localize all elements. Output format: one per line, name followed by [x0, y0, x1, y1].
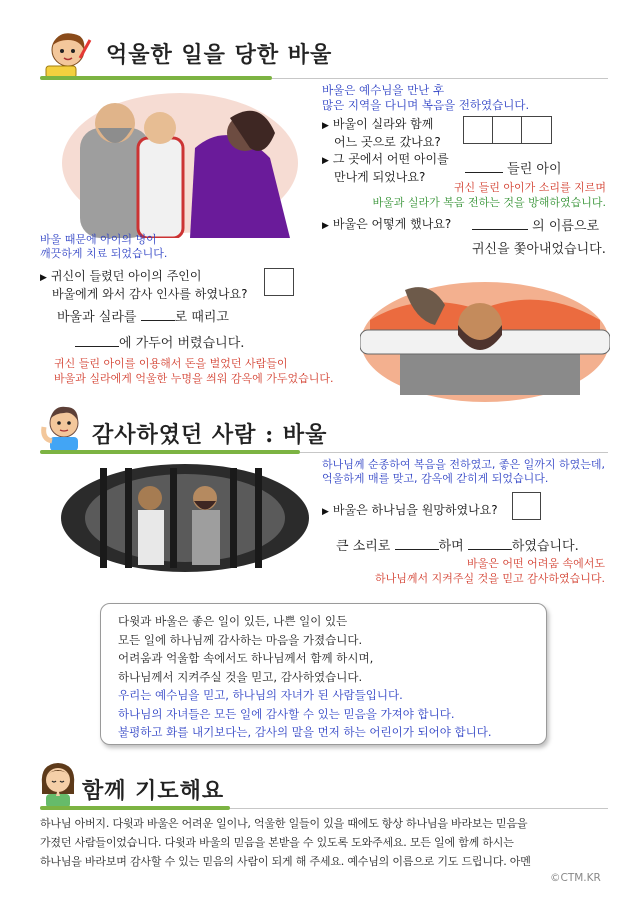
- section2-intro: [322, 458, 605, 486]
- q1-line-1: 바울이 실라와 함께: [332, 117, 434, 131]
- paul-and-silas-in-prison-illustration: [60, 463, 310, 573]
- section2-intro-line-2: 억울하게 매를 맞고, 감옥에 갇히게 되었습니다.: [322, 472, 549, 485]
- section2-blank-2[interactable]: [468, 537, 512, 550]
- q4-answer-line1: [57, 306, 229, 325]
- prayer-line-3: 하나님을 바라보며 감사할 수 있는 믿음의 사람이 되게 해 주세요. 예수님의 이름으로 기도 드립니다. 아멘: [40, 855, 531, 868]
- prayer-line-2: 가졌던 사람들이었습니다. 다윗과 바울의 믿음을 본받을 수 있도록 도와주세요. 모든 일에 함께 하시는: [40, 836, 514, 849]
- answer-box-1a[interactable]: [463, 116, 494, 144]
- section3-underline: [40, 806, 230, 810]
- q4-answer-c: 에 가두어 버렸습니다.: [119, 336, 245, 351]
- section2-answer: [336, 535, 579, 554]
- section2-answer-c: 하였습니다.: [511, 539, 579, 554]
- summary-line-7: 불평하고 화를 내기보다는, 감사의 말을 먼저 하는 어린이가 되어야 합니다.: [118, 725, 492, 739]
- section1-title: 억울한 일을 당한 바울: [106, 42, 333, 68]
- section1-underline: [40, 76, 272, 80]
- q2-blank[interactable]: [465, 160, 503, 173]
- section3-title: 함께 기도해요: [82, 778, 225, 804]
- section2-answer-a: 큰 소리로: [336, 539, 391, 554]
- section2-blank-1[interactable]: [395, 537, 439, 550]
- question-4: ▶ 귀신이 들렸던 아이의 주인이 바울에게 와서 감사 인사를 하였나요?: [40, 269, 248, 301]
- section2-question-text: 바울은 하나님을 원망하였나요?: [332, 503, 498, 517]
- q2-answer-suffix: 들린 아이: [507, 162, 562, 177]
- q4-hint: [54, 356, 334, 386]
- q2-hint: [320, 180, 606, 210]
- section2-title: 감사하였던 사람 : 바울: [92, 422, 328, 448]
- answer-box-1c[interactable]: [521, 116, 552, 144]
- question-3: ▶ 바울은 어떻게 했나요?: [322, 217, 452, 231]
- q2-answer: [465, 158, 562, 177]
- section2-underline: [40, 450, 300, 454]
- copyright: ©CTM.KR: [550, 872, 601, 884]
- summary-line-3: 어려움과 억울함 속에서도 하나님께서 함께 하시며,: [118, 651, 374, 665]
- thinking-child-icon: [40, 403, 88, 451]
- q3-answer: [472, 215, 599, 234]
- summary-line-1: 다윗과 바울은 좋은 일이 있든, 나쁜 일이 있든: [118, 614, 348, 628]
- intro-line-1: 바울은 예수님을 만난 후: [322, 83, 445, 97]
- section2-hint-line-1: 바울은 어떤 어려움 속에서도: [466, 557, 605, 570]
- prayer-text: [40, 814, 612, 871]
- section3-divider: [230, 808, 608, 809]
- q2-hint-line-1: 귀신 들린 아이가 소리를 지르며: [453, 181, 606, 194]
- healed-line-2: 깨끗하게 치료 되었습니다.: [40, 247, 168, 260]
- paul-in-stocks-illustration: [360, 280, 610, 405]
- q4-line-2: 바울에게 와서 감사 인사를 하였나요?: [52, 287, 248, 301]
- section1-divider: [272, 78, 608, 79]
- q4-hint-line-2: 바울과 실라에게 억울한 누명을 씌워 감옥에 가두었습니다.: [54, 372, 334, 385]
- section2-answer-b: 하며: [438, 539, 464, 554]
- intro-line-2: 많은 지역을 다니며 복음을 전하였습니다.: [322, 98, 530, 112]
- q4-answer-line2: [75, 332, 244, 351]
- q4-blank-1[interactable]: [141, 308, 175, 321]
- section2-hint-line-2: 하나님께서 지켜주실 것을 믿고 감사하였습니다.: [374, 572, 605, 585]
- q2-line-1: 그 곳에서 어떤 아이를: [332, 152, 449, 166]
- answer-box-4[interactable]: [264, 268, 294, 296]
- healed-line-1: 바울 때문에 아이의 병이: [40, 233, 157, 246]
- q4-answer-b: 로 때리고: [174, 310, 229, 325]
- section2-intro-line-1: 하나님께 순종하여 복음을 전하였고, 좋은 일까지 하였는데,: [322, 458, 605, 471]
- paul-and-girl-illustration: [60, 88, 300, 238]
- summary-box: [100, 603, 547, 745]
- q3-blank[interactable]: [472, 217, 528, 230]
- summary-line-4: 하나님께서 지켜주실 것을 믿고, 감사하였습니다.: [118, 669, 363, 684]
- prayer-line-1: 하나님 아버지. 다윗과 바울은 어려운 일이나, 억울한 일들이 있을 때에도 항상 하나님을 바라보는 믿음을: [40, 817, 528, 830]
- q4-blank-2[interactable]: [75, 334, 119, 347]
- q3-answer-suffix: 의 이름으로: [532, 219, 600, 234]
- q4-line-1: 귀신이 들렸던 아이의 주인이: [50, 269, 202, 283]
- summary-line-6: 하나님의 자녀들은 모든 일에 감사할 수 있는 믿음을 가져야 합니다.: [118, 706, 455, 721]
- question-1: ▶ 바울이 실라와 함께 어느 곳으로 갔나요?: [322, 117, 441, 149]
- answer-box-1b[interactable]: [492, 116, 523, 144]
- section2-divider: [300, 452, 608, 453]
- summary-line-5: 우리는 예수님을 믿고, 하나님의 자녀가 된 사람들입니다.: [118, 688, 403, 702]
- q3-answer-line2: 귀신을 쫓아내었습니다.: [472, 242, 606, 257]
- section2-question: ▶ 바울은 하나님을 원망하였나요?: [322, 503, 498, 517]
- praying-girl-icon: [38, 760, 78, 808]
- q3-text: 바울은 어떻게 했나요?: [332, 217, 452, 231]
- summary-line-2: 모든 일에 하나님께 감사하는 마음을 가졌습니다.: [118, 632, 363, 647]
- q1-line-2: 어느 곳으로 갔나요?: [334, 135, 441, 149]
- writing-child-icon: [40, 28, 96, 80]
- section1-intro: [322, 83, 529, 113]
- q4-hint-line-1: 귀신 들린 아이를 이용해서 돈을 벌었던 사람들이: [54, 357, 288, 370]
- section2-hint: [320, 556, 605, 586]
- healed-text: [40, 233, 167, 261]
- q2-line-2: 만나게 되었나요?: [334, 170, 426, 184]
- q4-answer-a: 바울과 실라를: [57, 310, 137, 325]
- question-2: ▶ 그 곳에서 어떤 아이를 만나게 되었나요?: [322, 152, 449, 184]
- q2-hint-line-2: 바울과 실라가 복음 전하는 것을 방해하였습니다.: [372, 196, 606, 209]
- answer-box-s2[interactable]: [512, 492, 541, 520]
